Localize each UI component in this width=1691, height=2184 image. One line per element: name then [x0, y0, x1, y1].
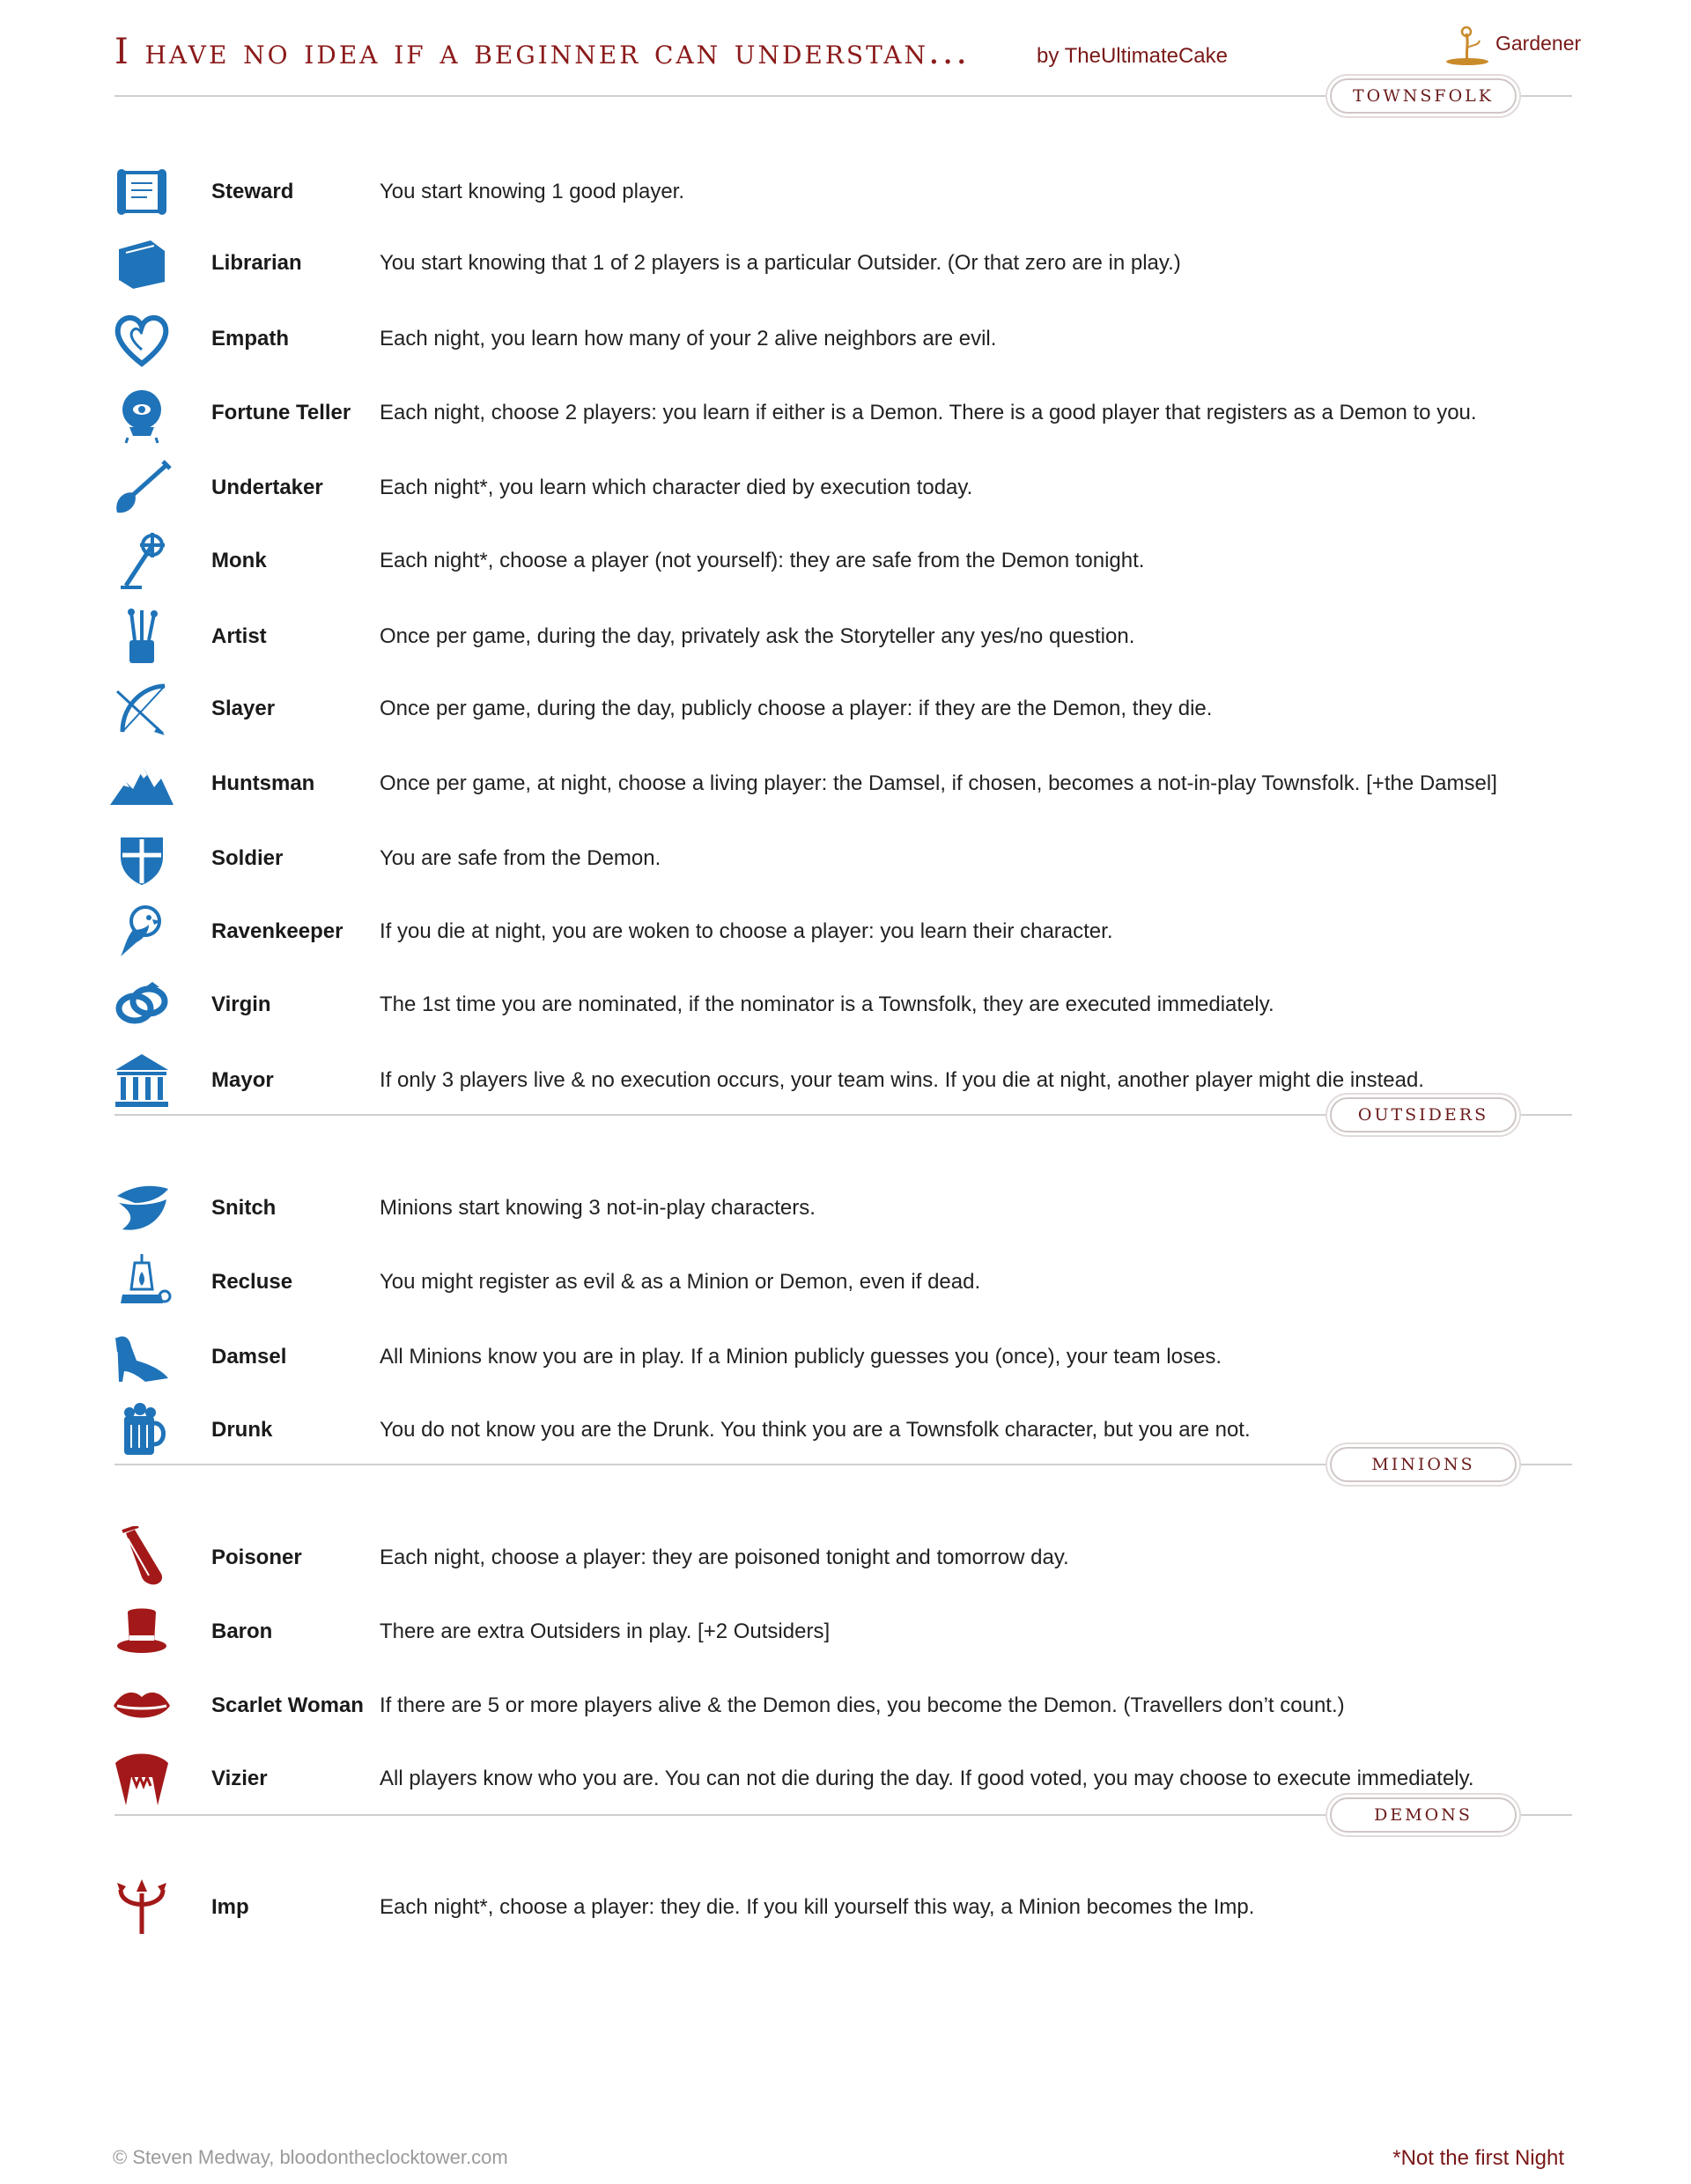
character-ability: There are extra Outsiders in play. [+2 Outsiders]: [380, 1620, 831, 1643]
section-header-outsiders: OUTSIDERS: [1330, 1097, 1517, 1133]
gardener-icon: [1443, 23, 1492, 67]
character-name: Empath: [211, 327, 290, 350]
character-ability: Once per game, at night, choose a living player: the Damsel, if chosen, becomes a not-in-play Townsfolk. [+the Damsel]: [380, 771, 1497, 795]
character-fortune-teller: [110, 378, 1554, 448]
scroll-icon: [110, 160, 174, 224]
character-name: Slayer: [211, 697, 276, 720]
character-ability: Once per game, during the day, publicly choose a player: if they are the Demon, they die.: [380, 697, 1213, 720]
lips-icon: [110, 1674, 174, 1738]
character-name: Artist: [211, 624, 267, 648]
character-ability: All players know who you are. You can not die during the day. If good voted, you may choose to execute immediately.: [380, 1767, 1474, 1790]
script-title: I have no idea if a beginner can understan...: [114, 32, 971, 72]
first-night-note: *Not the first Night: [1392, 2146, 1564, 2170]
book-icon: [110, 232, 174, 295]
slipper-icon: [110, 1325, 174, 1389]
paintbrush-icon: [110, 605, 174, 668]
character-librarian: [110, 228, 1554, 299]
character-ability: Each night*, you learn which character died by execution today.: [380, 476, 973, 499]
shield-icon: [110, 827, 174, 890]
character-name: Vizier: [211, 1767, 268, 1790]
character-steward: [110, 157, 1554, 227]
character-name: Librarian: [211, 251, 302, 275]
script-author: by TheUltimateCake: [1037, 44, 1228, 68]
character-baron: [110, 1597, 1554, 1667]
character-artist: [110, 601, 1554, 672]
rings-icon: [110, 973, 174, 1037]
character-ability: All Minions know you are in play. If a Minion publicly guesses you (once), your team loses.: [380, 1345, 1222, 1369]
character-snitch: [110, 1173, 1554, 1243]
character-name: Soldier: [211, 846, 284, 870]
jinx-gardener: [1443, 23, 1597, 67]
character-ability: The 1st time you are nominated, if the nominator is a Townsfolk, they are executed immediately.: [380, 992, 1274, 1016]
character-name: Imp: [211, 1895, 249, 1919]
character-ravenkeeper: [110, 896, 1554, 967]
character-name: Damsel: [211, 1345, 287, 1369]
character-scarlet-woman: [110, 1671, 1554, 1741]
character-name: Snitch: [211, 1196, 277, 1220]
character-name: Monk: [211, 549, 267, 572]
mountains-icon: [110, 752, 174, 815]
character-name: Huntsman: [211, 771, 315, 795]
character-slayer: [110, 674, 1554, 744]
character-undertaker: [110, 453, 1554, 523]
character-ability: Each night, you learn how many of your 2 alive neighbors are evil.: [380, 327, 997, 350]
raven-icon: [110, 900, 174, 963]
character-huntsman: [110, 749, 1554, 819]
character-name: Undertaker: [211, 476, 323, 499]
jinx-label: Gardener: [1495, 32, 1582, 55]
character-ability: If there are 5 or more players alive & the Demon dies, you become the Demon. (Travellers don’t count.): [380, 1693, 1345, 1717]
top-hat-icon: [110, 1600, 174, 1664]
character-ability: You might register as evil & as a Minion or Demon, even if dead.: [380, 1270, 981, 1294]
character-ability: Each night*, choose a player: they die. If you kill yourself this way, a Minion becomes the Imp.: [380, 1895, 1255, 1919]
section-header-demons: DEMONS: [1330, 1797, 1517, 1833]
character-poisoner: [110, 1523, 1554, 1593]
section-header-minions: MINIONS: [1330, 1447, 1517, 1482]
character-name: Mayor: [211, 1068, 274, 1092]
character-name: Steward: [211, 180, 294, 203]
character-name: Ravenkeeper: [211, 919, 343, 943]
character-ability: Each night, choose 2 players: you learn if either is a Demon. There is a good player that registers as a Demon to you.: [380, 401, 1477, 424]
character-ability: You are safe from the Demon.: [380, 846, 661, 870]
character-ability: You start knowing that 1 of 2 players is a particular Outsider. (Or that zero are in play.): [380, 251, 1181, 275]
shovel-icon: [110, 456, 174, 520]
character-ability: Each night, choose a player: they are poisoned tonight and tomorrow day.: [380, 1546, 1069, 1569]
character-ability: Minions start knowing 3 not-in-play characters.: [380, 1196, 816, 1220]
bow-icon: [110, 677, 174, 741]
character-ability: Each night*, choose a player (not yourself): they are safe from the Demon tonight.: [380, 549, 1145, 572]
character-name: Scarlet Woman: [211, 1693, 364, 1717]
character-damsel: [110, 1322, 1554, 1392]
character-empath: [110, 304, 1554, 374]
copyright: © Steven Medway, bloodontheclocktower.com: [113, 2146, 508, 2168]
character-imp: [110, 1872, 1554, 1943]
vial-icon: [110, 1526, 174, 1590]
character-soldier: [110, 823, 1554, 894]
character-recluse: [110, 1247, 1554, 1317]
trident-icon: [110, 1876, 174, 1939]
character-name: Virgin: [211, 992, 271, 1016]
character-monk: [110, 526, 1554, 596]
cross-staff-icon: [110, 529, 174, 593]
character-ability: If you die at night, you are woken to choose a player: you learn their character.: [380, 919, 1113, 943]
mouth-icon: [110, 1177, 174, 1240]
character-name: Baron: [211, 1620, 273, 1643]
fangs-icon: [110, 1747, 174, 1811]
character-name: Poisoner: [211, 1546, 302, 1569]
character-ability: You start knowing 1 good player.: [380, 180, 685, 203]
character-ability: If only 3 players live & no execution occurs, your team wins. If you die at night, another player might die instead.: [380, 1068, 1424, 1092]
tankard-icon: [110, 1398, 174, 1462]
character-ability: Once per game, during the day, privately ask the Storyteller any yes/no question.: [380, 624, 1135, 648]
lantern-icon: [110, 1251, 174, 1314]
section-header-townsfolk: TOWNSFOLK: [1330, 78, 1517, 114]
heart-icon: [110, 307, 174, 371]
crystal-ball-icon: [110, 381, 174, 445]
character-virgin: [110, 970, 1554, 1040]
character-name: Fortune Teller: [211, 401, 351, 424]
building-icon: [110, 1049, 174, 1112]
character-ability: You do not know you are the Drunk. You think you are a Townsfolk character, but you are not.: [380, 1418, 1251, 1442]
character-name: Recluse: [211, 1270, 293, 1294]
character-name: Drunk: [211, 1418, 273, 1442]
